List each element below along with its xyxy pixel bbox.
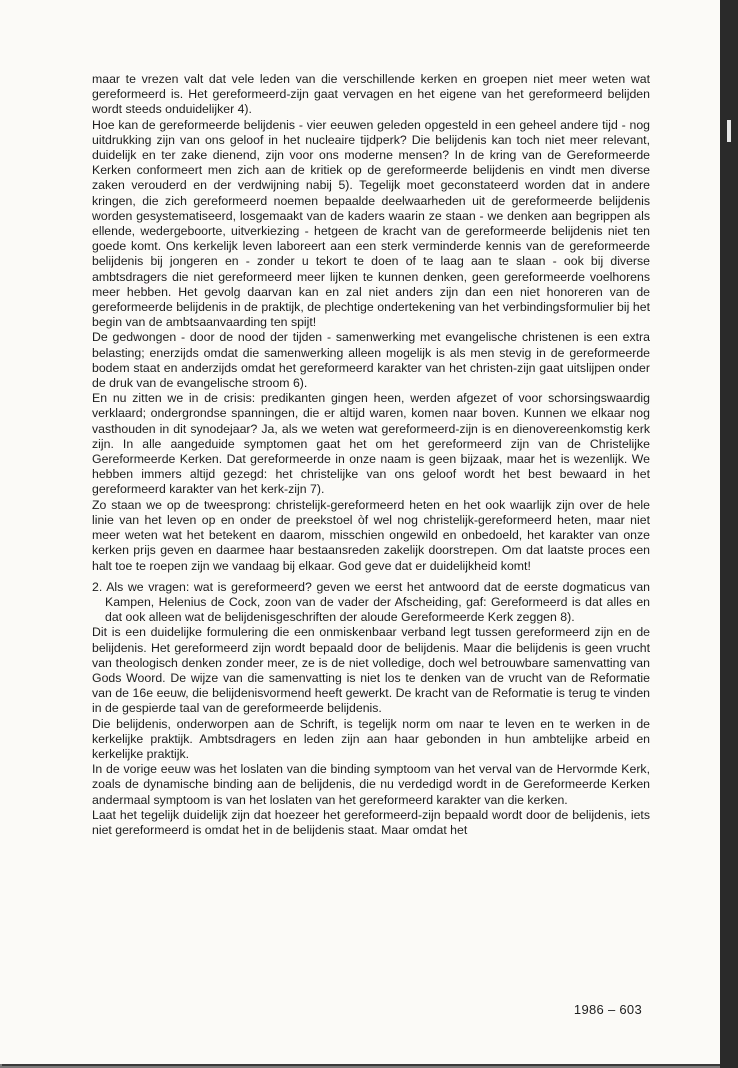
- paragraph: Laat het tegelijk duidelijk zijn dat hoezeer het gereformeerd-zijn bepaald wordt door de belijdenis, iets niet gereformeerd is omdat het in de belijdenis staat. Maar omdat het: [92, 807, 650, 837]
- paragraph: De gedwongen - door de nood der tijden - samenwerking met evangelische christenen is een extra belasting; enerzijds omdat die samenwerking alleen mogelijk is als men stevig in de gereformeerde bodem staat en anderzijds omdat het gereformeerd karakter van het christen-zijn gaat uitslijpen onder de druk van de evangelische stroom 6).: [92, 330, 650, 391]
- body-text: [92, 72, 650, 838]
- paragraph: Die belijdenis, onderworpen aan de Schrift, is tegelijk norm om naar te leven en te werken in de kerkelijke praktijk. Ambtsdragers en leden zijn aan haar gebonden in hun ambtelijke arbeid en kerkelijke praktijk.: [92, 716, 650, 761]
- paragraph: Hoe kan de gereformeerde belijdenis - vier eeuwen geleden opgesteld in een geheel andere tijd - nog uitdrukking zijn van ons geloof in het nucleaire tijdperk? Die belijdenis kan toch niet meer relevant, duidelijk en ter zake dienend, zijn voor ons moderne mensen? In de kring van de Gereformeerde Kerken conformeert men zich aan de kritiek op de gereformeerde belijdenis en vindt men diverse zaken verouderd en der verdwijning nabij 5). Tegelijk moet geconstateerd worden dat in andere kringen, die zich gereformeerd noemen bepaalde deelwaarheden uit de gereformeerde belijdenis worden gesystematiseerd, losgemaakt van de kaders waarin ze staan - we denken aan begrippen als ellende, wedergeboorte, uitverkiezing - hetgeen de kracht van de gereformeerde belijdenis niet ten goede komt. Ons kerkelijk leven laboreert aan een sterk verminderde kennis van de gereformeerde belijdenis bij jongeren en - zonder u tekort te doen of te laag aan te slaan - ook bij diverse ambtsdragers die niet gereformeerd meer lijken te kunnen denken, geen gereformeerde voelhorens meer hebben. Het gevolg daarvan kan en zal niet anders zijn dan een niet honoreren van de gereformeerde belijdenis in de praktijk, de plechtige ondertekening van het verbindingsformulier bij het begin van de ambtsaanvaarding ten spijt!: [92, 117, 650, 330]
- scan-edge-mark: [727, 120, 731, 142]
- paragraph: Dit is een duidelijke formulering die een onmiskenbaar verband legt tussen gereformeerd zijn en de belijdenis. Het gereformeerd zijn wordt bepaald door de belijdenis. Maar die belijdenis is geen vrucht van theologisch denken zonder meer, ze is de niet volledige, doch wel betrouwbare samenvatting van Gods Woord. De wijze van die samenvatting is niet los te denken van de vrucht van de Reformatie van de 16e eeuw, die belijdenisvormend heeft gewerkt. De kracht van de Reformatie is terug te vinden in de gespierde taal van de gereformeerde belijdenis.: [92, 625, 650, 716]
- paragraph: En nu zitten we in de crisis: predikanten gingen heen, werden afgezet of voor schorsingswaardig verklaard; ondergrondse spanningen, die er altijd waren, komen naar boven. Kunnen we elkaar nog vasthouden in dit synodejaar? Ja, als we weten wat gereformeerd-zijn is en dienovereenkomstig kerk zijn. In alle aangeduide symptomen gaat het om het gereformeerd zijn van de Christelijke Gereformeerde Kerken. Dat gereformeerde in onze naam is geen bijzaak, maar het is wezenlijk. We hebben immers altijd gezegd: het christelijke van ons geloof wordt het best bewaard in het gereformeerd karakter van het kerk-zijn 7).: [92, 391, 650, 497]
- paragraph: maar te vrezen valt dat vele leden van die verschillende kerken en groepen niet meer weten wat gereformeerd is. Het gereformeerd-zijn gaat vervagen en het eigene van het gereformeerd belijden wordt steeds onduidelijker 4).: [92, 72, 650, 117]
- page-number: 1986 – 603: [573, 1002, 642, 1017]
- paragraph: In de vorige eeuw was het loslaten van die binding symptoom van het verval van de Hervormde Kerk, zoals de dynamische binding aan de belijdenis, die nu verdedigd wordt in de Gereformeerde Kerken andermaal symptoom is van het loslaten van het gereformeerd karakter van die kerken.: [92, 762, 650, 807]
- scan-edge: [720, 0, 738, 1068]
- numbered-paragraph: 2. Als we vragen: wat is gereformeerd? geven we eerst het antwoord dat de eerste dogmaticus van Kampen, Helenius de Cock, zoon van de vader der Afscheiding, gaf: Gereformeerd is dat alles en dat ook alleen wat de belijdenisgeschriften der aloude Gereformeerde Kerk zeggen 8).: [92, 579, 650, 625]
- paragraph: Zo staan we op de tweesprong: christelijk-gereformeerd heten en het ook waarlijk zijn over de hele linie van het leven op en onder de preekstoel òf wel nog christelijk-gereformeerd heten, maar niet meer weten wat het betekent en daarom, misschien ongewild en onbedoeld, het karakter van onze kerken prijs geven en daarmee haar bestaansreden zakelijk doorstrepen. Om dat laatste proces een halt toe te roepen zijn we vandaag bij elkaar. God geve dat er duidelijkheid komt!: [92, 497, 650, 573]
